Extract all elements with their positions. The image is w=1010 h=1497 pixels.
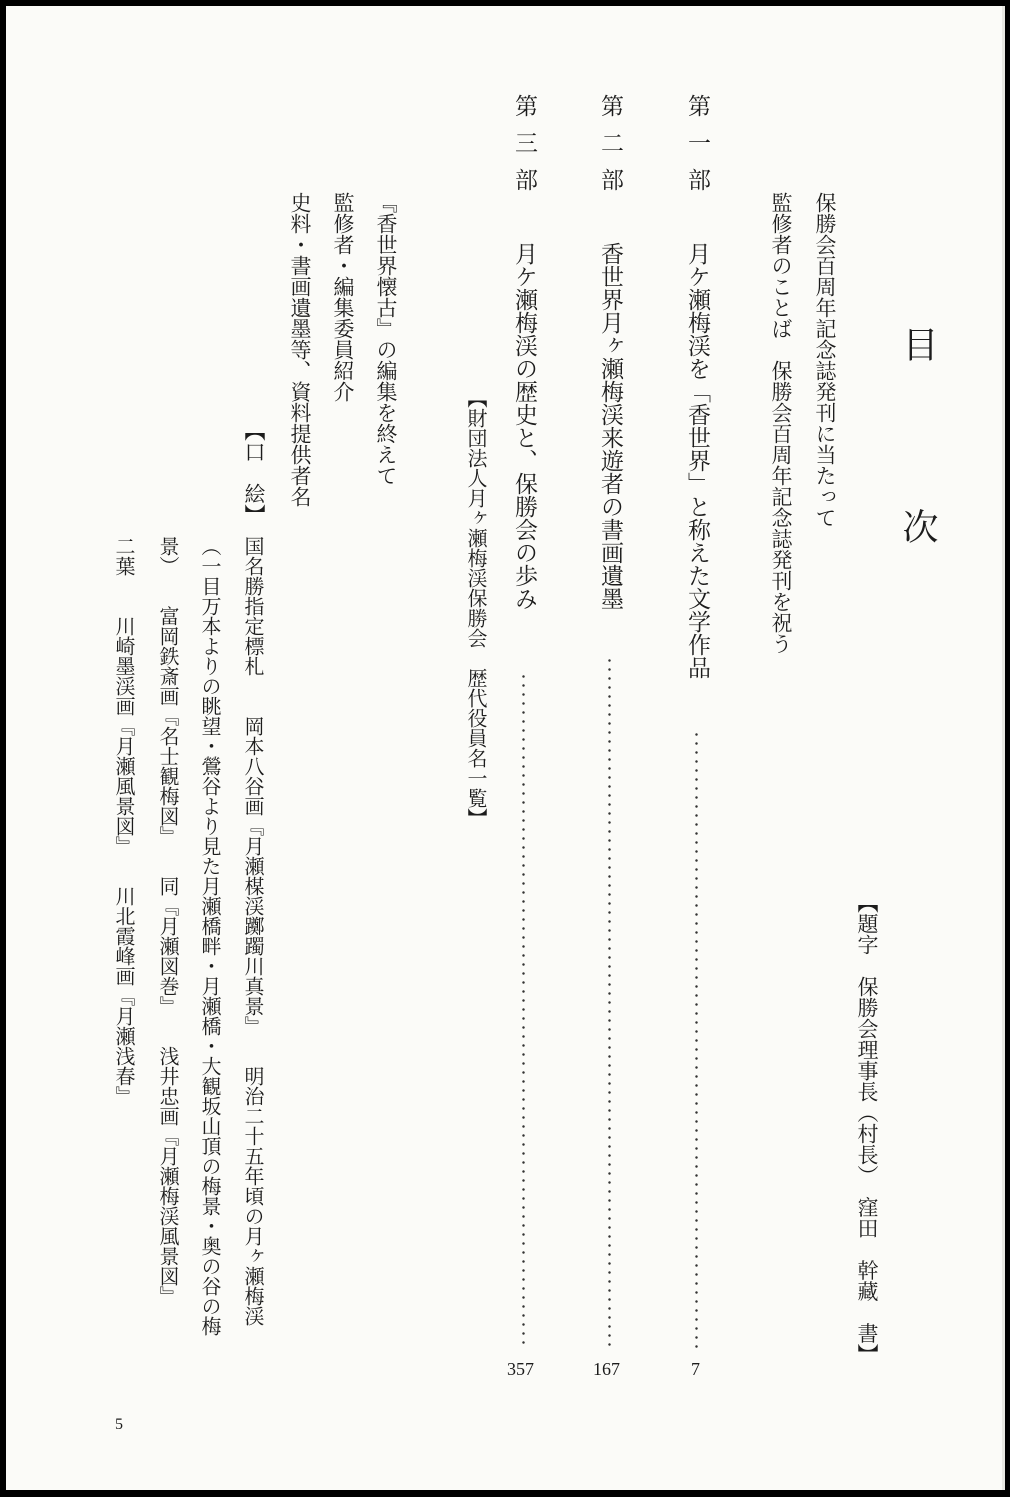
part3-subtitle: 【財団法人月ヶ瀬梅渓保勝会 歴代役員名一覧】 — [464, 388, 488, 828]
back-item-2: 監修者・編集委員紹介 — [331, 192, 355, 402]
part-title-1: 月ケ瀬梅渓を「香世界」と称えた文学作品 — [684, 242, 710, 679]
page-title: 目次 — [897, 326, 938, 690]
kuchie-line-2: （一目万本よりの眺望・鶯谷より見た月瀬橋畔・月瀬橋・大観坂山頂の梅景・奥の谷の梅 — [198, 536, 222, 1336]
part-page-2: 167 — [593, 1359, 620, 1379]
leader-dots-2 — [608, 656, 611, 1350]
part-title-2: 香世界月ヶ瀬梅渓来遊者の書画遺墨 — [597, 242, 623, 610]
leader-dots-3 — [522, 672, 525, 1350]
part-label-1: 第一部 — [684, 94, 710, 205]
book-page — [6, 6, 1005, 1490]
calligraphy-credit: 【題字 保勝会理事長（村長） 窪田 幹藏 書】 — [855, 892, 879, 1365]
part-label-2: 第二部 — [597, 94, 623, 205]
part-page-1: 7 — [691, 1359, 700, 1379]
page-number: 5 — [115, 1416, 123, 1433]
front-item-2: 監修者のことば 保勝会百周年記念誌発刊を祝う — [769, 192, 793, 654]
back-item-1: 『香世界懐古』の編集を終えて — [374, 192, 398, 486]
kuchie-line-3: 景） 富岡鉄斎画『名士観梅図』 同『月瀬図巻』 浅井忠画『月瀬梅渓風景図』 — [156, 536, 180, 1306]
front-item-1: 保勝会百周年記念誌発刊に当たって — [813, 192, 837, 528]
part-page-3: 357 — [507, 1359, 534, 1379]
leader-dots-1 — [695, 730, 698, 1350]
back-item-3: 史料・書画遺墨等、資料提供者名 — [288, 192, 312, 507]
part-title-3: 月ケ瀬梅渓の歴史と、保勝会の歩み — [511, 242, 537, 610]
part-label-3: 第三部 — [511, 94, 537, 205]
kuchie-label: 【口 絵】 — [242, 420, 266, 525]
kuchie-line-1: 国名勝指定標札 岡本八谷画『月瀬楳渓躑躅川真景』 明治二十五年頃の月ヶ瀬梅渓 — [241, 536, 265, 1326]
kuchie-line-4: 二葉 川崎墨渓画『月瀬風景図』 川北霞峰画『月瀬浅春』 — [112, 536, 136, 1106]
